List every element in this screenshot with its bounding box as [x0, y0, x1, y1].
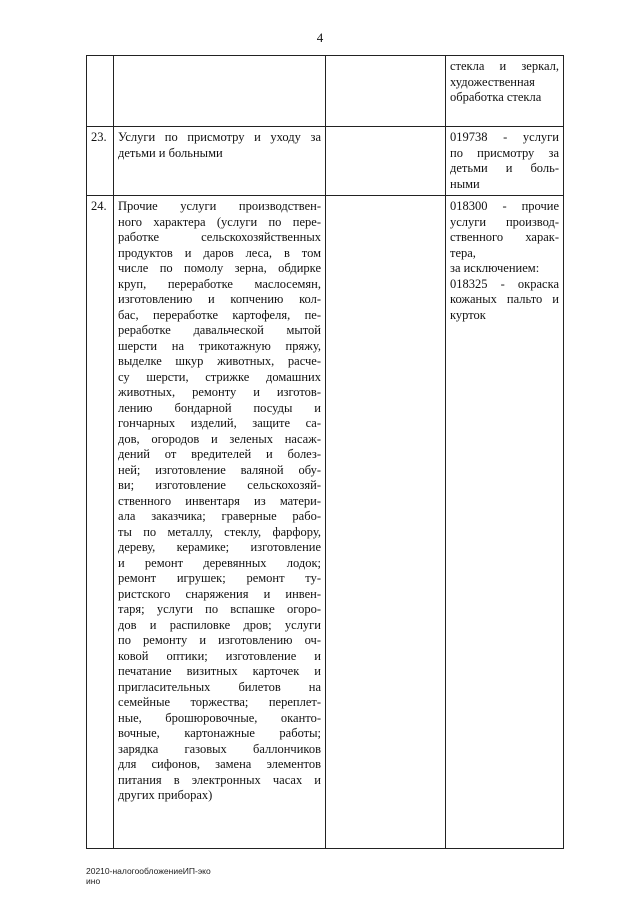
text-line: бас, переработке картофеля, пе- — [118, 307, 321, 322]
text-line: ственного инвентаря из матери- — [118, 493, 321, 508]
text-line: обработка стекла — [450, 90, 542, 104]
text-line: печатание визитных карточек и — [118, 664, 321, 678]
text-line: дереву, керамике; изготовление — [118, 540, 321, 554]
text-line: ковой оптики; изготовление и — [118, 648, 321, 663]
text-line: шерсти на трикотажную пряжу, — [118, 338, 321, 353]
text-line: су шерсти, стрижке домашних — [118, 369, 321, 384]
text-line: ственного харак- — [450, 230, 559, 244]
text-line: других приборах) — [118, 788, 213, 802]
text-line: по присмотру за — [450, 145, 559, 160]
text-line: работке сельскохозяйственных — [118, 230, 321, 244]
text-line: кожаных пальто и — [450, 292, 559, 306]
text-line: ремонт игрушек; ремонт ту- — [118, 571, 321, 585]
empty-cell — [326, 56, 446, 127]
text-line: детьми и боль- — [450, 161, 559, 175]
text-line: 018325 - окраска — [450, 276, 559, 291]
text-line: и ремонт деревянных лодок; — [118, 555, 321, 570]
text-line: животных, ремонту и изготов- — [118, 385, 321, 399]
footer-filename-continuation: ино — [86, 876, 101, 886]
table-row — [87, 196, 564, 849]
text-line: ристского снаряжения и инвен- — [118, 586, 321, 601]
empty-cell — [326, 127, 446, 196]
okun-code-cell — [446, 56, 564, 127]
text-line: изготовлению и копчению кол- — [118, 292, 321, 306]
page-number: 4 — [316, 30, 324, 45]
text-line: дений от вредителей и болез- — [118, 447, 321, 461]
document-footer — [86, 866, 211, 886]
text-line: реработке давальческой мытой — [118, 323, 321, 337]
text-line: лению бондарной посуды и — [118, 400, 321, 415]
service-description-cell — [114, 196, 326, 849]
text-line: ней; изготовление валяной обу- — [118, 462, 321, 477]
text-line: числе по помолу зерна, обдирке — [118, 261, 321, 275]
text-line: продуктов и даров леса, в том — [118, 245, 321, 260]
text-line: таря; услуги по вспашке огоро- — [118, 602, 321, 616]
table-row — [87, 127, 564, 196]
table-row — [87, 56, 564, 127]
text-line: художественная — [450, 74, 535, 89]
text-line: для сифонов, замена элементов — [118, 757, 321, 771]
empty-cell — [326, 196, 446, 849]
row-number-cell — [87, 56, 114, 127]
text-line: ного характера (услуги по пере- — [118, 214, 321, 229]
service-description-cell — [114, 56, 326, 127]
services-table — [86, 55, 564, 849]
text-line: ными — [450, 176, 480, 191]
okun-code-cell — [446, 127, 564, 196]
text-line: ты по металлу, стеклу, фарфору, — [118, 524, 321, 539]
text-line: ные, брошюровочные, оканто- — [118, 710, 321, 725]
text-line: дов, огородов и зеленых насаж- — [118, 431, 321, 446]
text-line: дов и распиловке дров; услуги — [118, 617, 321, 632]
text-line: зарядка газовых баллончиков — [118, 741, 321, 756]
text-line: пригласительных билетов на — [118, 679, 321, 694]
text-line: 019738 - услуги — [450, 130, 559, 144]
text-line: вочные, картонажные работы; — [118, 726, 321, 740]
text-line: Прочие услуги производствен- — [118, 199, 321, 213]
text-line: семейные торжества; переплет- — [118, 695, 321, 709]
text-line: стекла и зеркал, — [450, 59, 559, 73]
text-line: по ремонту и изготовлению оч- — [118, 633, 321, 647]
text-line: питания в электронных часах и — [118, 772, 321, 787]
okun-code-cell — [446, 196, 564, 849]
text-line: выделке шкур животных, расче- — [118, 354, 321, 368]
text-line: детьми и больными — [118, 145, 223, 160]
text-line: за исключением: — [450, 261, 540, 275]
text-line: услуги производ- — [450, 214, 559, 229]
row-number-cell: 24. — [87, 196, 114, 849]
text-line: тера, — [450, 245, 476, 260]
text-line: ви; изготовление сельскохозяй- — [118, 478, 321, 492]
text-line: Услуги по присмотру и уходу за — [118, 130, 321, 144]
text-line: ала заказчика; граверные рабо- — [118, 509, 321, 523]
text-line: круп, переработке маслосемян, — [118, 276, 321, 291]
text-line: курток — [450, 307, 486, 322]
text-line: 018300 - прочие — [450, 199, 559, 213]
row-number-cell: 23. — [87, 127, 114, 196]
service-description-cell — [114, 127, 326, 196]
text-line: гончарных изделий, защите са- — [118, 416, 321, 430]
footer-filename: 20210-налогообложениеИП-эко — [86, 866, 211, 876]
